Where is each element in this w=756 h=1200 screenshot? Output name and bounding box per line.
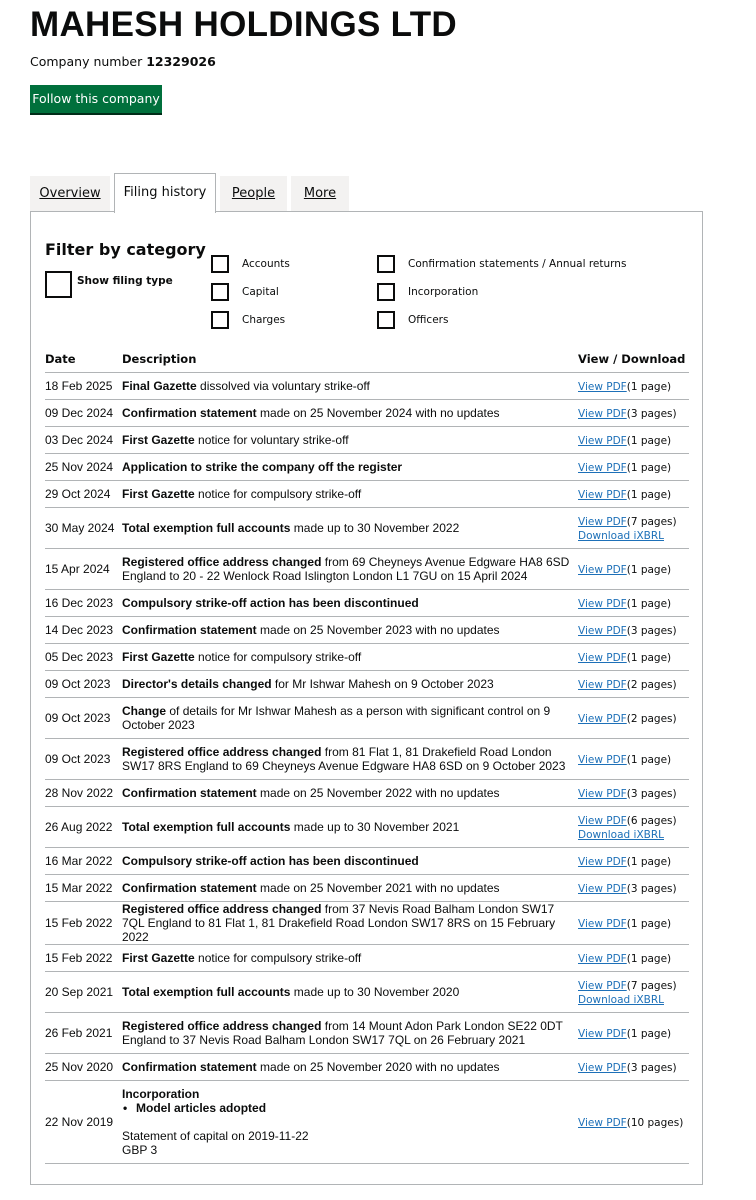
filing-history-panel xyxy=(30,211,703,1185)
filing-date: 03 Dec 2024 xyxy=(45,427,122,454)
view-pdf-link[interactable]: View PDF xyxy=(578,651,627,664)
filing-description xyxy=(122,671,578,698)
filing-view-download xyxy=(578,508,689,549)
page-count: (1 page) xyxy=(626,488,672,501)
view-pdf-link[interactable]: View PDF xyxy=(578,407,627,420)
view-pdf-link[interactable]: View PDF xyxy=(578,434,627,447)
view-pdf-link[interactable]: View PDF xyxy=(578,787,627,800)
view-pdf-link[interactable]: View PDF xyxy=(578,979,627,992)
table-row xyxy=(45,902,689,945)
filing-detail: notice for voluntary strike-off xyxy=(194,433,349,447)
view-pdf-link[interactable]: View PDF xyxy=(578,882,627,895)
filing-view-download xyxy=(578,671,689,698)
table-header-row xyxy=(45,346,689,373)
filing-date: 29 Oct 2024 xyxy=(45,481,122,508)
table-row xyxy=(45,644,689,671)
filing-date: 15 Feb 2022 xyxy=(45,945,122,972)
download-ixbrl-link[interactable]: Download iXBRL xyxy=(578,993,664,1006)
filing-type: Compulsory strike-off action has been discontinued xyxy=(122,854,419,868)
view-pdf-link[interactable]: View PDF xyxy=(578,855,627,868)
page-count: (1 page) xyxy=(626,651,672,664)
filing-date: 18 Feb 2025 xyxy=(45,373,122,400)
filing-detail: of details for Mr Ishwar Mahesh as a person with significant control on 9 October 2023 xyxy=(122,704,551,732)
filing-type: Registered office address changed xyxy=(122,745,322,759)
filing-description xyxy=(122,373,578,400)
accounts-checkbox[interactable] xyxy=(211,255,229,273)
spacer xyxy=(122,1115,578,1129)
filing-detail: made on 25 November 2020 with no updates xyxy=(256,1060,500,1074)
filing-detail: made on 25 November 2022 with no updates xyxy=(256,786,500,800)
filing-view-download xyxy=(578,427,689,454)
view-pdf-link[interactable]: View PDF xyxy=(578,461,627,474)
table-row xyxy=(45,481,689,508)
view-pdf-link[interactable]: View PDF xyxy=(578,814,627,827)
filing-description xyxy=(122,1054,578,1081)
page-count: (1 page) xyxy=(626,434,672,447)
filing-type: Final Gazette xyxy=(122,379,197,393)
statement-of-capital: Statement of capital on 2019-11-22 xyxy=(122,1129,309,1143)
filing-detail: notice for compulsory strike-off xyxy=(194,487,362,501)
filing-description xyxy=(122,780,578,807)
filing-type: Application to strike the company off the register xyxy=(122,460,403,474)
company-number-value: 12329026 xyxy=(146,54,216,69)
view-pdf-link[interactable]: View PDF xyxy=(578,712,627,725)
capital-amount: GBP 3 xyxy=(122,1143,158,1157)
filing-type: Total exemption full accounts xyxy=(122,985,291,999)
table-row xyxy=(45,807,689,848)
filing-view-download xyxy=(578,698,689,739)
filing-type: Compulsory strike-off action has been discontinued xyxy=(122,596,419,610)
filing-view-download xyxy=(578,373,689,400)
filing-date: 26 Aug 2022 xyxy=(45,807,122,848)
view-pdf-link[interactable]: View PDF xyxy=(578,917,627,930)
table-row xyxy=(45,549,689,590)
filing-type: Confirmation statement xyxy=(122,406,257,420)
view-pdf-link[interactable]: View PDF xyxy=(578,678,627,691)
filing-type: Confirmation statement xyxy=(122,1060,257,1074)
view-pdf-link[interactable]: View PDF xyxy=(578,753,627,766)
page-count: (1 page) xyxy=(626,1027,672,1040)
page-count: (3 pages) xyxy=(626,624,677,637)
page-count: (2 pages) xyxy=(626,678,677,691)
tab-more[interactable]: More xyxy=(291,176,349,211)
filing-view-download xyxy=(578,454,689,481)
table-row xyxy=(45,972,689,1013)
filing-detail: made up to 30 November 2022 xyxy=(290,521,460,535)
filing-date: 05 Dec 2023 xyxy=(45,644,122,671)
filing-detail: made on 25 November 2024 with no updates xyxy=(256,406,500,420)
filing-date: 15 Mar 2022 xyxy=(45,875,122,902)
filing-date: 25 Nov 2024 xyxy=(45,454,122,481)
filing-detail: for Mr Ishwar Mahesh on 9 October 2023 xyxy=(271,677,494,691)
view-download-column-header: View / Download xyxy=(578,346,689,373)
filing-view-download xyxy=(578,481,689,508)
filing-detail: notice for compulsory strike-off xyxy=(194,951,362,965)
filing-type: Registered office address changed xyxy=(122,1019,322,1033)
page-count: (1 page) xyxy=(626,380,672,393)
table-row xyxy=(45,780,689,807)
filing-date: 20 Sep 2021 xyxy=(45,972,122,1013)
officers-label: Officers xyxy=(408,314,449,326)
table-row xyxy=(45,373,689,400)
view-pdf-link[interactable]: View PDF xyxy=(578,515,627,528)
filing-detail: made on 25 November 2021 with no updates xyxy=(256,881,500,895)
filing-view-download xyxy=(578,1081,689,1164)
filing-description xyxy=(122,400,578,427)
table-row xyxy=(45,427,689,454)
download-ixbrl-link[interactable]: Download iXBRL xyxy=(578,529,664,542)
filing-type: Incorporation xyxy=(122,1087,200,1101)
filing-date: 16 Mar 2022 xyxy=(45,848,122,875)
table-row xyxy=(45,875,689,902)
page-count: (1 page) xyxy=(626,855,672,868)
tab-filing-history[interactable]: Filing history xyxy=(114,173,216,213)
officers-checkbox[interactable] xyxy=(377,311,395,329)
page-count: (3 pages) xyxy=(626,407,677,420)
page-count: (1 page) xyxy=(626,917,672,930)
date-column-header: Date xyxy=(45,346,122,373)
filing-date: 26 Feb 2021 xyxy=(45,1013,122,1054)
filing-description xyxy=(122,848,578,875)
view-pdf-link[interactable]: View PDF xyxy=(578,488,627,501)
download-ixbrl-link[interactable]: Download iXBRL xyxy=(578,828,664,841)
page-count: (7 pages) xyxy=(626,515,677,528)
page-count: (1 page) xyxy=(626,461,672,474)
capital-checkbox[interactable] xyxy=(211,283,229,301)
filing-type: Confirmation statement xyxy=(122,623,257,637)
filing-detail: from 37 Nevis Road Balham London SW17 7QL England to 81 Flat 1, 81 Drakefield Road London SW17 8RS on 15 February 2022 xyxy=(122,902,556,944)
view-pdf-link[interactable]: View PDF xyxy=(578,380,627,393)
filing-description xyxy=(122,875,578,902)
page-count: (1 page) xyxy=(626,563,672,576)
filing-type: First Gazette xyxy=(122,650,195,664)
filing-type: Change xyxy=(122,704,167,718)
filing-view-download xyxy=(578,739,689,780)
filter-title: Filter by category xyxy=(45,240,206,259)
filing-type: Director's details changed xyxy=(122,677,272,691)
filing-date: 14 Dec 2023 xyxy=(45,617,122,644)
filing-description xyxy=(122,427,578,454)
filing-view-download xyxy=(578,590,689,617)
page-count: (3 pages) xyxy=(626,1061,677,1074)
follow-company-button[interactable]: Follow this company xyxy=(30,85,162,115)
filing-description xyxy=(122,945,578,972)
description-column-header: Description xyxy=(122,346,578,373)
incorporation-sub-list xyxy=(122,1101,578,1115)
filing-view-download xyxy=(578,902,689,945)
filing-detail: from 81 Flat 1, 81 Drakefield Road London SW17 8RS England to 69 Cheyneys Avenue Edgware HA8 6SD on 9 October 2023 xyxy=(122,745,566,773)
filing-view-download xyxy=(578,807,689,848)
filing-description xyxy=(122,1081,578,1164)
filing-detail: made up to 30 November 2020 xyxy=(290,985,460,999)
view-pdf-link[interactable]: View PDF xyxy=(578,1116,627,1129)
filing-type: First Gazette xyxy=(122,487,195,501)
table-row xyxy=(45,1054,689,1081)
incorporation-label: Incorporation xyxy=(408,286,479,298)
table-row xyxy=(45,739,689,780)
filing-detail: made on 25 November 2023 with no updates xyxy=(256,623,500,637)
page-count: (7 pages) xyxy=(626,979,677,992)
filing-description xyxy=(122,481,578,508)
filing-date: 30 May 2024 xyxy=(45,508,122,549)
filing-description xyxy=(122,902,578,945)
filing-date: 15 Feb 2022 xyxy=(45,902,122,945)
filing-view-download xyxy=(578,780,689,807)
filing-history-table xyxy=(45,346,689,1164)
filing-view-download xyxy=(578,549,689,590)
filing-date: 25 Nov 2020 xyxy=(45,1054,122,1081)
confirmation-statements-checkbox[interactable] xyxy=(377,255,395,273)
page-count: (10 pages) xyxy=(626,1116,684,1129)
table-row xyxy=(45,1081,689,1164)
filing-description xyxy=(122,1013,578,1054)
filing-type: First Gazette xyxy=(122,951,195,965)
filing-description xyxy=(122,698,578,739)
filing-description xyxy=(122,807,578,848)
filing-date: 09 Oct 2023 xyxy=(45,698,122,739)
table-row xyxy=(45,1013,689,1054)
page-count: (3 pages) xyxy=(626,787,677,800)
filing-type: Total exemption full accounts xyxy=(122,820,291,834)
filing-type: Total exemption full accounts xyxy=(122,521,291,535)
tab-people[interactable]: People xyxy=(220,176,287,211)
filing-type: Registered office address changed xyxy=(122,555,322,569)
filing-type: First Gazette xyxy=(122,433,195,447)
filing-date: 09 Oct 2023 xyxy=(45,739,122,780)
filing-rows xyxy=(45,373,689,1164)
accounts-label: Accounts xyxy=(242,258,290,270)
show-filing-type-checkbox[interactable] xyxy=(45,271,72,298)
filing-detail: from 14 Mount Adon Park London SE22 0DT England to 37 Nevis Road Balham London SW17 7QL on 26 February 2021 xyxy=(122,1019,563,1047)
page-count: (3 pages) xyxy=(626,882,677,895)
filing-date: 22 Nov 2019 xyxy=(45,1081,122,1164)
filing-view-download xyxy=(578,945,689,972)
charges-checkbox[interactable] xyxy=(211,311,229,329)
filing-description xyxy=(122,508,578,549)
table-row xyxy=(45,400,689,427)
filing-description xyxy=(122,590,578,617)
table-row xyxy=(45,945,689,972)
table-row xyxy=(45,848,689,875)
view-pdf-link[interactable]: View PDF xyxy=(578,624,627,637)
view-pdf-link[interactable]: View PDF xyxy=(578,563,627,576)
filing-view-download xyxy=(578,1013,689,1054)
filing-date: 09 Dec 2024 xyxy=(45,400,122,427)
table-row xyxy=(45,454,689,481)
table-row xyxy=(45,617,689,644)
filing-type: Confirmation statement xyxy=(122,786,257,800)
tab-overview[interactable]: Overview xyxy=(30,176,110,211)
view-pdf-link[interactable]: View PDF xyxy=(578,952,627,965)
filing-view-download xyxy=(578,848,689,875)
filing-type: Confirmation statement xyxy=(122,881,257,895)
view-pdf-link[interactable]: View PDF xyxy=(578,1061,627,1074)
filing-view-download xyxy=(578,644,689,671)
company-number xyxy=(30,54,216,70)
filing-description xyxy=(122,644,578,671)
company-name: MAHESH HOLDINGS LTD xyxy=(30,5,457,44)
tab-bar xyxy=(30,173,710,212)
filing-description xyxy=(122,972,578,1013)
filing-description xyxy=(122,617,578,644)
table-row xyxy=(45,671,689,698)
confirmation-statements-label: Confirmation statements / Annual returns xyxy=(408,258,627,270)
filing-view-download xyxy=(578,400,689,427)
filing-detail: from 69 Cheyneys Avenue Edgware HA8 6SD England to 20 - 22 Wenlock Road Islington London L1 7GU on 15 April 2024 xyxy=(122,555,570,583)
page-count: (1 page) xyxy=(626,952,672,965)
table-row xyxy=(45,590,689,617)
filing-date: 15 Apr 2024 xyxy=(45,549,122,590)
filing-description xyxy=(122,549,578,590)
filing-description xyxy=(122,739,578,780)
show-filing-type-label: Show filing type xyxy=(77,275,173,287)
filing-view-download xyxy=(578,617,689,644)
filing-date: 09 Oct 2023 xyxy=(45,671,122,698)
filing-detail: notice for compulsory strike-off xyxy=(194,650,362,664)
list-item: • Model articles adopted xyxy=(136,1101,578,1115)
capital-label: Capital xyxy=(242,286,279,298)
filing-detail: dissolved via voluntary strike-off xyxy=(196,379,370,393)
view-pdf-link[interactable]: View PDF xyxy=(578,1027,627,1040)
filing-view-download xyxy=(578,875,689,902)
company-number-label: Company number xyxy=(30,54,143,69)
filing-view-download xyxy=(578,1054,689,1081)
filing-description xyxy=(122,454,578,481)
filing-date: 28 Nov 2022 xyxy=(45,780,122,807)
charges-label: Charges xyxy=(242,314,286,326)
table-row xyxy=(45,698,689,739)
table-row xyxy=(45,508,689,549)
filing-date: 16 Dec 2023 xyxy=(45,590,122,617)
page-count: (6 pages) xyxy=(626,814,677,827)
incorporation-checkbox[interactable] xyxy=(377,283,395,301)
view-pdf-link[interactable]: View PDF xyxy=(578,597,627,610)
page-count: (2 pages) xyxy=(626,712,677,725)
filing-type: Registered office address changed xyxy=(122,902,322,916)
page-count: (1 page) xyxy=(626,753,672,766)
filing-view-download xyxy=(578,972,689,1013)
page-count: (1 page) xyxy=(626,597,672,610)
filing-detail: made up to 30 November 2021 xyxy=(290,820,460,834)
